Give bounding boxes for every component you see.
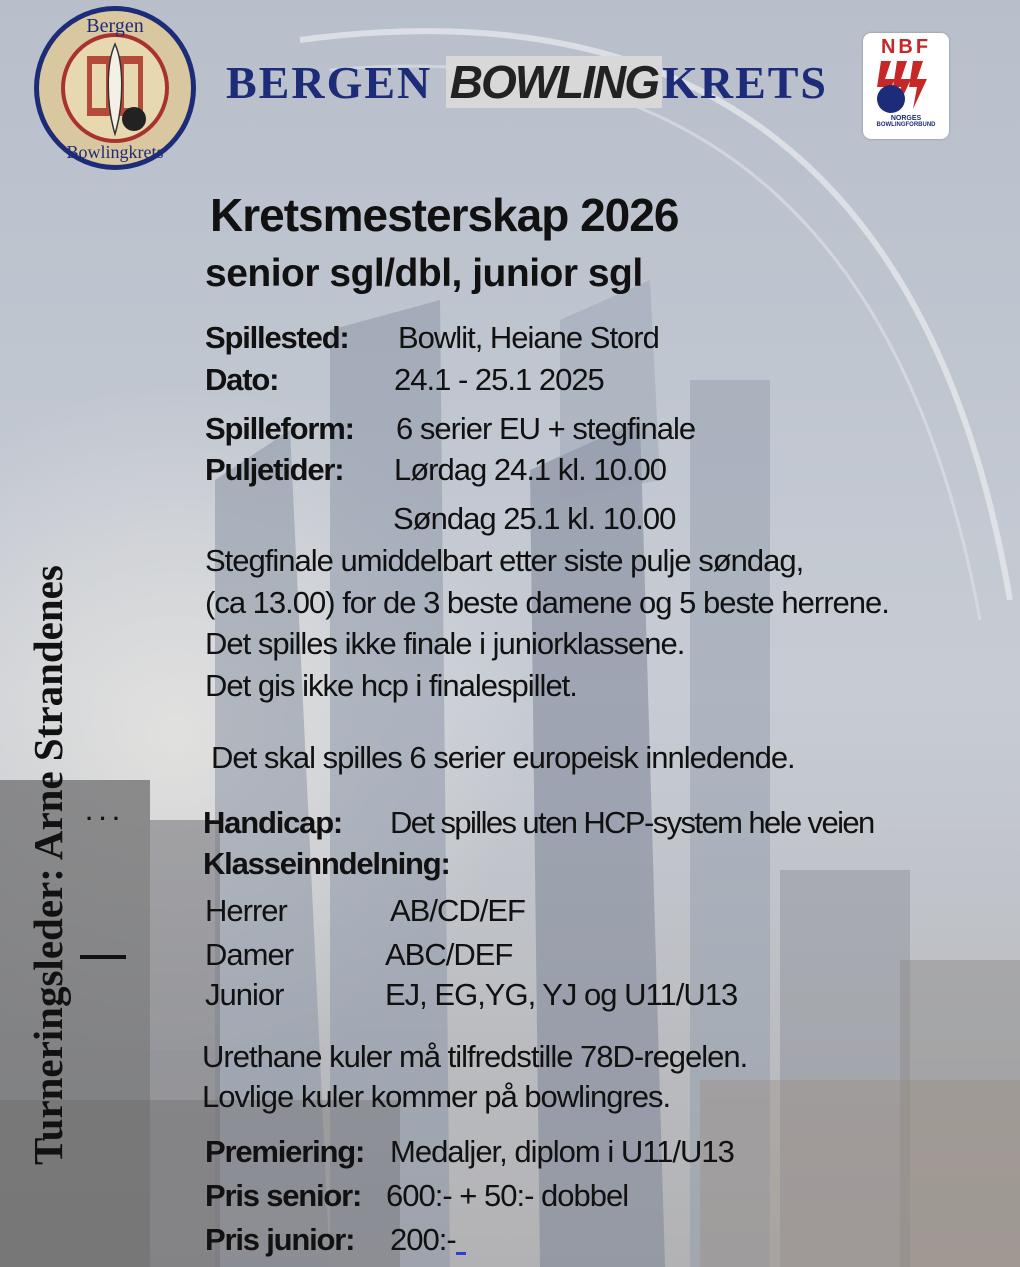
paragraph-no-junior-final: Det spilles ikke finale i juniorklassene. (205, 626, 685, 661)
tournament-leader-text: Turneringsleder: Arne Strandenes (25, 565, 71, 1165)
dato-value: 24.1 - 25.1 2025 (394, 362, 604, 397)
rule-urethane: Urethane kuler må tilfredstille 78D-regelen. (202, 1039, 748, 1074)
spilleform-value: 6 serier EU + stegfinale (396, 411, 696, 446)
puljetider-value-1: Lørdag 24.1 kl. 10.00 (394, 452, 666, 487)
puljetider-value-2: Søndag 25.1 kl. 10.00 (393, 501, 676, 536)
header-title-bowling: BOWLING (446, 56, 662, 108)
header-title-krets: KRETS (662, 57, 829, 108)
spillested-value: Bowlit, Heiane Stord (398, 320, 659, 355)
nbf-logo (863, 33, 949, 139)
emblem-text-bottom: Bowlingkrets (66, 142, 164, 162)
paragraph-stegfinale: Stegfinale umiddelbart etter siste pulje søndag, (205, 543, 804, 578)
class-name-herrer: Herrer (205, 893, 287, 928)
spilleform-label: Spilleform: (205, 411, 354, 446)
spillested-label: Spillested: (205, 320, 349, 355)
class-value-damer: ABC/DEF (385, 937, 513, 972)
handicap-label: Handicap: (203, 805, 343, 840)
premiering-value: Medaljer, diplom i U11/U13 (390, 1134, 734, 1169)
puljetider-label: Puljetider: (205, 452, 344, 487)
page-subtitle: senior sgl/dbl, junior sgl (205, 252, 643, 295)
dato-label: Dato: (205, 362, 279, 397)
decor-dash (80, 955, 126, 959)
nbf-logo-text: NBF (880, 36, 932, 58)
class-value-herrer: AB/CD/EF (390, 893, 525, 928)
link-underline[interactable] (456, 1252, 466, 1255)
bowling-pins-icon (863, 59, 949, 115)
rule-legal-balls: Lovlige kuler kommer på bowlingres. (202, 1079, 671, 1114)
nbf-logo-small2: BOWLINGFORBUND (876, 122, 936, 128)
premiering-label: Premiering: (205, 1134, 365, 1169)
handicap-value: Det spilles uten HCP-system hele veien (390, 805, 874, 840)
pris-junior-value: 200:- (390, 1222, 456, 1257)
pris-junior-label: Pris junior: (205, 1222, 355, 1257)
emblem-text-top: Bergen (86, 15, 144, 37)
class-value-junior: EJ, EG,YG, YJ og U11/U13 (385, 977, 738, 1012)
klasse-label: Klasseinndelning: (203, 846, 450, 881)
class-name-junior: Junior (205, 977, 284, 1012)
nbf-logo-small1: NORGES (890, 115, 922, 122)
paragraph-ca-time: (ca 13.00) for de 3 beste damene og 5 beste herrene. (205, 585, 889, 620)
class-name-damer: Damer (205, 937, 294, 972)
header-title-bergen: BERGEN (226, 57, 433, 108)
bergen-bowlingkrets-emblem (32, 4, 198, 172)
paragraph-no-hcp-final: Det gis ikke hcp i finalespillet. (205, 668, 577, 703)
pris-senior-value: 600:- + 50:- dobbel (386, 1178, 629, 1213)
decor-dots: · · · (86, 806, 121, 831)
paragraph-6-series: Det skal spilles 6 serier europeisk innledende. (211, 740, 795, 775)
header-title (226, 55, 828, 109)
pris-senior-label: Pris senior: (205, 1178, 362, 1213)
page-title: Kretsmesterskap 2026 (210, 189, 679, 241)
